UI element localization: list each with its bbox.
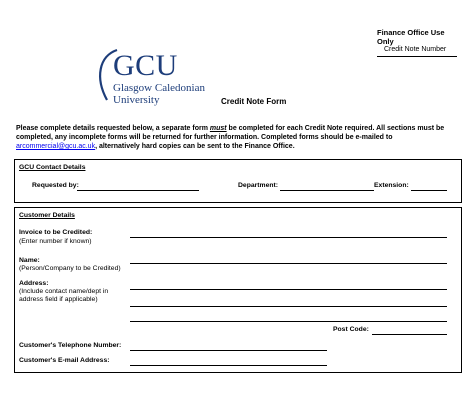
name-label: Name: <box>19 257 40 264</box>
customer-email-field[interactable] <box>130 365 327 366</box>
requested-by-label: Requested by: <box>32 182 79 189</box>
credit-note-number-field[interactable] <box>377 56 457 57</box>
address-field-line1[interactable] <box>130 289 447 290</box>
customer-email-label: Customer's E-mail Address: <box>19 357 110 364</box>
intro-line-2: completed, any incomplete forms will be returned for further information. Completed forms should be e-mailed to <box>16 134 393 141</box>
postcode-field[interactable] <box>372 334 447 335</box>
intro-line-3: arcommercial@gcu.ac.uk, alternatively hard copies can be sent to the Finance Office. <box>16 143 295 150</box>
customer-details-heading: Customer Details <box>19 212 75 219</box>
name-field[interactable] <box>130 263 447 264</box>
email-link[interactable]: arcommercial@gcu.ac.uk <box>16 143 96 150</box>
telephone-field[interactable] <box>130 350 327 351</box>
address-hint-line2: address field if applicable) <box>19 296 98 303</box>
credit-note-number-label: Credit Note Number <box>384 46 447 53</box>
address-label: Address: <box>19 280 49 287</box>
finance-office-label: Finance Office Use <box>377 28 445 37</box>
telephone-label: Customer's Telephone Number: <box>19 342 122 349</box>
invoice-label: Invoice to be Credited: <box>19 229 93 236</box>
address-field-line2[interactable] <box>130 306 447 307</box>
form-title: Credit Note Form <box>221 97 287 106</box>
intro-line-1: Please complete details requested below, a separate form must be completed for each Credit Note required. All sections must be <box>16 125 445 132</box>
gcu-contact-heading: GCU Contact Details <box>19 164 86 171</box>
logo-text: GCU <box>113 49 178 82</box>
logo-university-name-line2: University <box>113 94 160 106</box>
requested-by-field[interactable] <box>77 190 199 191</box>
finance-office-label-only: Only <box>377 37 394 46</box>
invoice-field[interactable] <box>130 237 447 238</box>
address-hint-line1: (Include contact name/dept in <box>19 288 109 295</box>
extension-label: Extension: <box>374 182 409 189</box>
extension-field[interactable] <box>411 190 447 191</box>
department-label: Department: <box>238 182 279 189</box>
logo-university-name-line1: Glasgow Caledonian <box>113 82 205 94</box>
department-field[interactable] <box>280 190 374 191</box>
address-field-line3[interactable] <box>130 321 447 322</box>
name-hint: (Person/Company to be Credited) <box>19 265 121 272</box>
invoice-hint: (Enter number if known) <box>19 238 92 245</box>
postcode-label: Post Code: <box>333 326 369 333</box>
